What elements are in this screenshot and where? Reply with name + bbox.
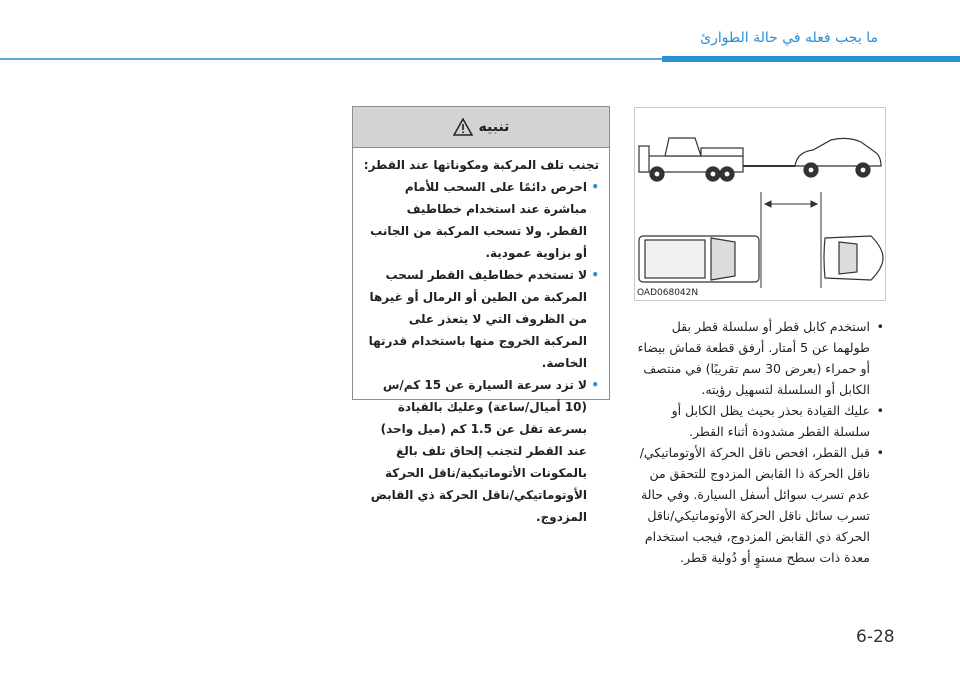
towing-diagram-svg bbox=[635, 108, 885, 300]
bullet-icon: • bbox=[591, 180, 599, 194]
bullet-icon: • bbox=[591, 268, 599, 282]
bullet-icon: • bbox=[876, 445, 884, 460]
page-header-title: ما يجب فعله في حالة الطوارئ bbox=[700, 30, 878, 46]
page-number: 6-28 bbox=[856, 627, 895, 647]
tow-truck-side-view bbox=[639, 138, 795, 181]
tow-vehicle-top-view bbox=[639, 236, 759, 282]
caution-header bbox=[353, 107, 609, 148]
caution-intro: تجنب تلف المركبة ومكوناتها عند القطر: bbox=[363, 158, 599, 172]
towed-sedan-side-view bbox=[795, 138, 881, 177]
caution-title: تنبيه bbox=[478, 119, 510, 135]
distance-indicator bbox=[761, 192, 821, 288]
bullet-icon: • bbox=[591, 378, 599, 392]
caution-text: لا تستخدم خطاطيف القطر لسحب المركبة من الطين أو الرمال أو غيرها من الظروف التي لا يتعذر على المركبة الخروج منها باستخدام قدرتها الخاصة. bbox=[368, 268, 587, 370]
header-accent-bar bbox=[662, 56, 960, 62]
instruction-item bbox=[634, 442, 884, 568]
towed-car-top-view bbox=[824, 236, 883, 280]
instruction-text: استخدم كابل قطر أو سلسلة قطر بقل طولهما عن 5 أمتار. أرفق قطعة قماش بيضاء أو حمراء (بعرض 30 سم تقريبًا) في منتصف الكابل أو السلسلة لتسهيل رؤيته. bbox=[637, 319, 870, 397]
instruction-item bbox=[634, 316, 884, 400]
bullet-icon: • bbox=[876, 319, 884, 334]
caution-body bbox=[353, 148, 609, 528]
caution-item bbox=[363, 374, 599, 528]
towing-illustration bbox=[634, 107, 886, 301]
figure-code: OAD068042N bbox=[637, 288, 699, 298]
warning-triangle-icon bbox=[453, 118, 473, 136]
towing-instructions bbox=[634, 316, 884, 568]
bullet-icon: • bbox=[876, 403, 884, 418]
instruction-item bbox=[634, 400, 884, 442]
instruction-text: قبل القطر، افحص ناقل الحركة الأوتوماتيكي/ ناقل الحركة ذا القابض المزدوج للتحقق من عدم تسرب سوائل أسفل السيارة. وفي حالة تسرب سائل ناقل الحركة الأوتوماتيكي/ناقل الحركة ذي القابض المزدوج، فيجب استخدام معدة ذات سطح مستوٍ أو دُولية قطر. bbox=[639, 445, 870, 565]
caution-text: احرص دائمًا على السحب للأمام مباشرة عند استخدام خطاطيف القطر. ولا تسحب المركبة من الجانب أو بزاوية عمودية. bbox=[370, 180, 587, 260]
caution-text: لا تزد سرعة السيارة عن 15 كم/س (10 أميال/ساعة) وعليك بالقيادة بسرعة تقل عن 1.5 كم (ميل واحد) عند القطر لتجنب إلحاق تلف بالغ بالمكونات الأتوماتيكية/ناقل الحركة الأوتوماتيكي/ناقل الحركة ذي القابض المزدوج. bbox=[370, 378, 587, 524]
caution-item bbox=[363, 176, 599, 264]
caution-item bbox=[363, 264, 599, 374]
caution-box bbox=[352, 106, 610, 524]
instruction-text: عليك القيادة بحذر بحيث يظل الكابل أو سلسلة القطر مشدودة أثناء القطر. bbox=[671, 403, 870, 439]
